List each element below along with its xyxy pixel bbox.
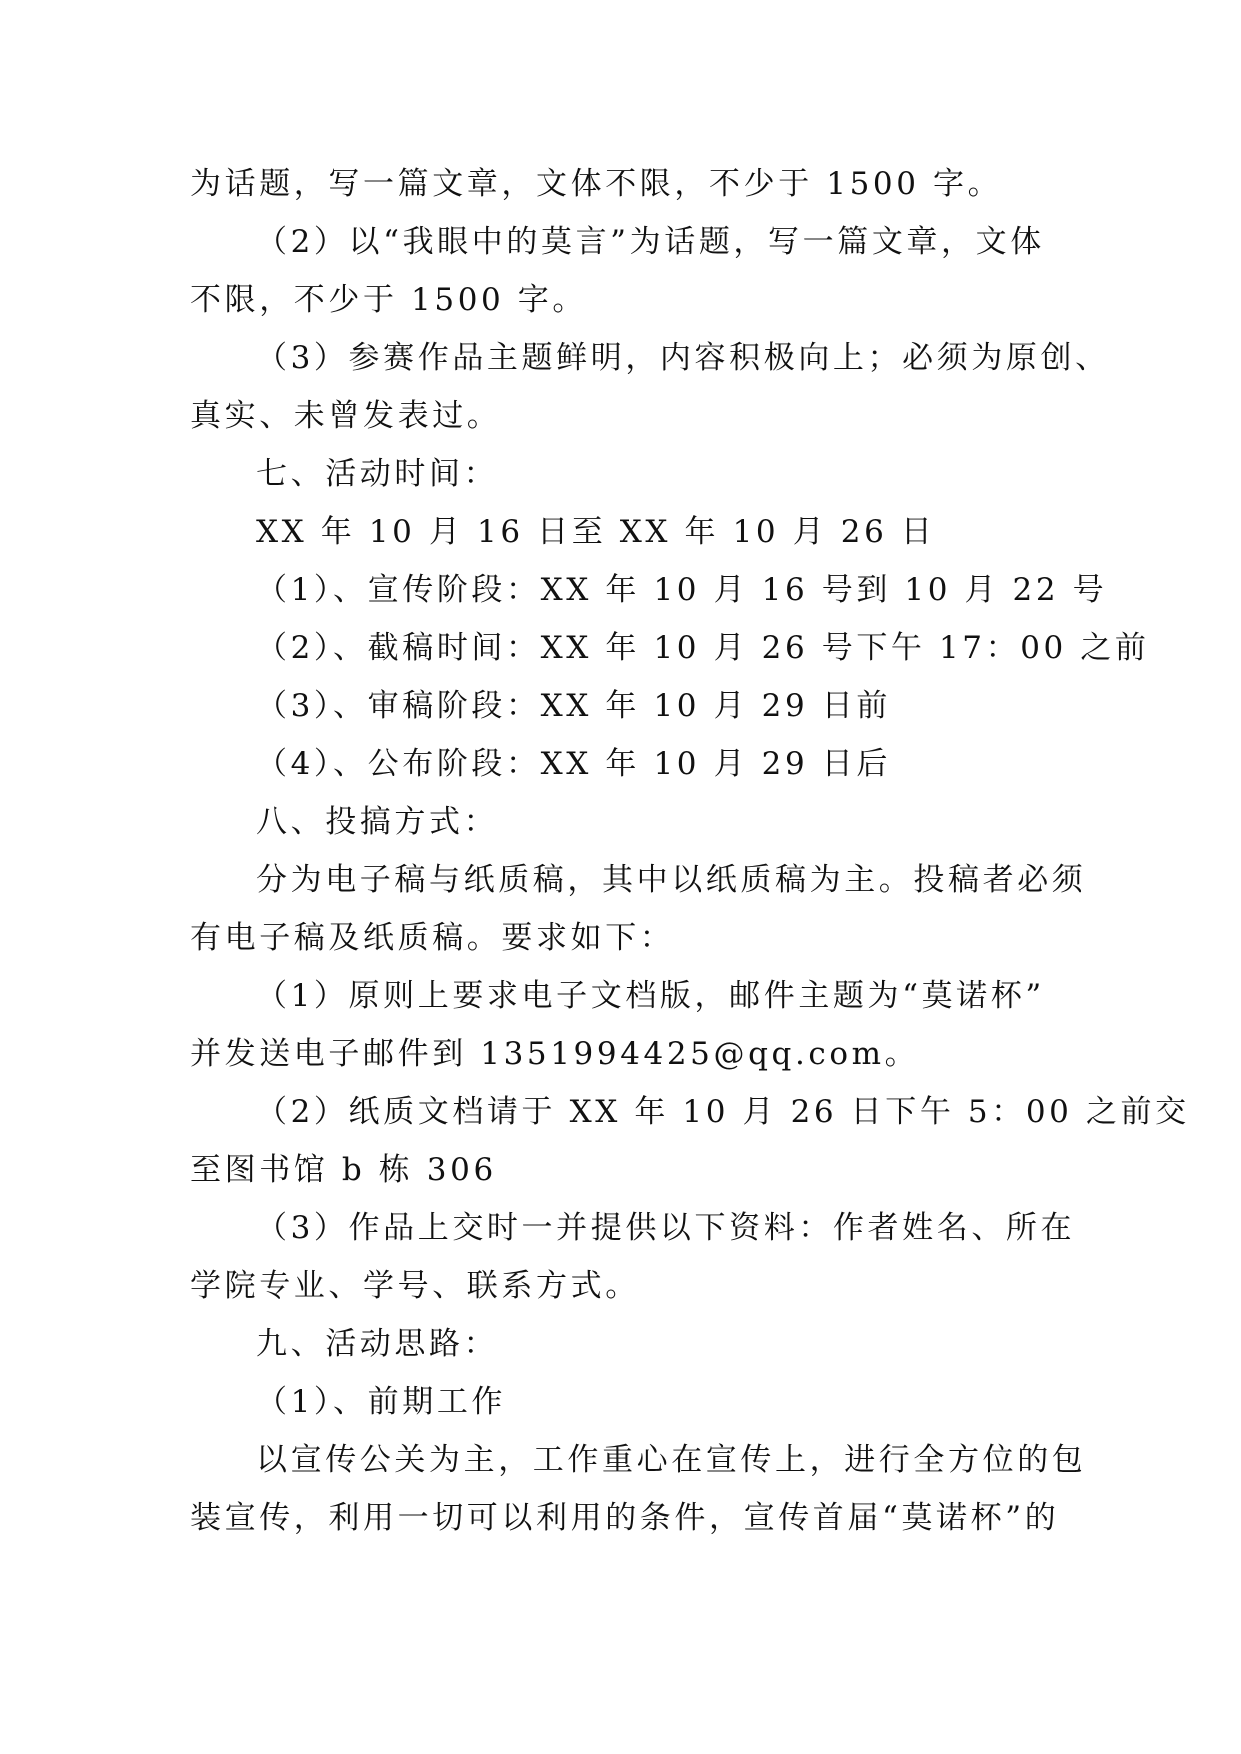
text-line: 分为电子稿与纸质稿，其中以纸质稿为主。投稿者必须 — [256, 862, 1087, 898]
text-line: 至图书馆 b 栋 306 — [190, 1152, 497, 1188]
text-line: （3）参赛作品主题鲜明，内容积极向上；必须为原创、 — [256, 340, 1110, 376]
section-heading: 七、活动时间： — [256, 456, 499, 492]
section-heading: 八、投搞方式： — [256, 804, 499, 840]
text-line: 不限，不少于 1500 字。 — [190, 282, 587, 318]
text-line: （1）、宣传阶段：XX 年 10 月 16 号到 10 月 22 号 — [256, 572, 1108, 608]
section-heading: 九、活动思路： — [256, 1326, 499, 1362]
text-line: 有电子稿及纸质稿。要求如下： — [190, 920, 675, 956]
text-line: XX 年 10 月 16 日至 XX 年 10 月 26 日 — [256, 514, 936, 550]
text-line: （1）、前期工作 — [256, 1384, 507, 1420]
text-line: （4）、公布阶段：XX 年 10 月 29 日后 — [256, 746, 891, 782]
text-line: 学院专业、学号、联系方式。 — [190, 1268, 640, 1304]
text-line: （3）作品上交时一并提供以下资料：作者姓名、所在 — [256, 1210, 1076, 1246]
text-line: （3）、审稿阶段：XX 年 10 月 29 日前 — [256, 688, 891, 724]
text-line: 并发送电子邮件到 1351994425@qq.com。 — [190, 1036, 920, 1072]
text-line: （2）以“我眼中的莫言”为话题，写一篇文章，文体 — [256, 224, 1045, 260]
text-line: 装宣传，利用一切可以利用的条件，宣传首届“莫诺杯”的 — [190, 1500, 1060, 1536]
text-line: 以宣传公关为主，工作重心在宣传上，进行全方位的包 — [256, 1442, 1087, 1478]
text-line: 为话题，写一篇文章，文体不限，不少于 1500 字。 — [190, 166, 1003, 202]
text-line: （1）原则上要求电子文档版，邮件主题为“莫诺杯” — [256, 978, 1045, 1014]
text-line: 真实、未曾发表过。 — [190, 398, 502, 434]
text-line: （2）、截稿时间：XX 年 10 月 26 号下午 17：00 之前 — [256, 630, 1150, 666]
text-line: （2）纸质文档请于 XX 年 10 月 26 日下午 5：00 之前交 — [256, 1094, 1190, 1130]
